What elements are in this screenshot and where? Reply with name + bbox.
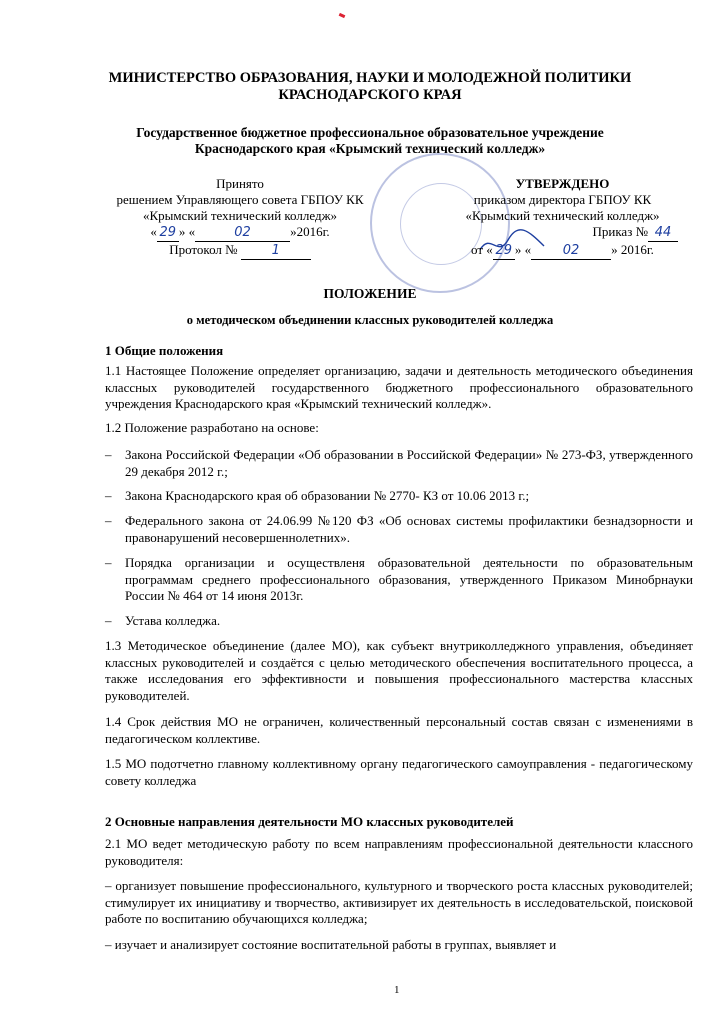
institution-line-1: Государственное бюджетное профессиональное образовательное учреждение	[136, 125, 604, 140]
doc-subtitle: о методическом объединении классных руководителей колледжа	[186, 313, 554, 327]
protocol-number: 1	[241, 243, 311, 260]
approved-year: » 2016г.	[611, 242, 654, 257]
approved-block	[425, 176, 700, 260]
order-line	[425, 224, 700, 242]
paragraph-1-1: 1.1 Настоящее Положение определяет организацию, задачи и деятельность методического объединения классных руководителей государственного бюджетного профессионального образовательного учреждения Краснодарского края «Крымский технический колледж».	[105, 363, 693, 411]
doc-title: ПОЛОЖЕНИЕ	[323, 286, 417, 301]
accepted-block	[100, 176, 380, 260]
order-label: Приказ №	[592, 224, 648, 239]
approved-title: УТВЕРЖДЕНО	[515, 176, 610, 191]
paragraph-1-5: 1.5 МО подотчетно главному коллективному органу педагогического самоуправления - педагогическому совету колледжа	[105, 756, 693, 788]
approved-line-2: «Крымский технический колледж»	[465, 208, 660, 223]
approved-date: от « 29 » « 02 » 2016г.	[471, 242, 654, 258]
accepted-line-2: «Крымский технический колледж»	[142, 208, 338, 223]
protocol-line	[100, 242, 380, 260]
accepted-month: 02	[195, 225, 290, 242]
section-1-title: 1 Общие положения	[105, 343, 224, 358]
paragraph-1-2: 1.2 Положение разработано на основе:	[105, 420, 319, 435]
paragraph-2-b: – изучает и анализирует состояние воспитательной работы в группах, выявляет и	[105, 937, 557, 952]
approved-from-label: от «	[471, 242, 493, 257]
approved-day: 29	[493, 243, 515, 260]
paragraph-1-3: 1.3 Методическое объединение (далее МО), как субъект внутриколледжного управления, объединяет классных руководителей и создаётся с целью методического обеспечения воспитательного процесса, а также исследования его эффективности и повышения профессионального мастерства классных руководителей.	[105, 638, 693, 703]
list-item: – Устава колледжа.	[105, 613, 221, 628]
ministry-line-1: МИНИСТЕРСТВО ОБРАЗОВАНИЯ, НАУКИ И МОЛОДЕЖНОЙ ПОЛИТИКИ	[108, 70, 632, 86]
order-number: 44	[648, 225, 678, 242]
list-item: – Закона Российской Федерации «Об образовании в Российской Федерации» № 273-ФЗ, утвержденного 29 декабря 2012 г.;	[105, 447, 693, 479]
institution-line-2: Краснодарского края «Крымский технический колледж»	[194, 141, 546, 156]
list-item: – Порядка организации и осуществленя образовательной деятельности по образовательным программам среднего профессионального образования, утвержденного Приказом Минобрнауки России № 464 от 14 июня 2013г.	[105, 555, 693, 603]
paragraph-2-a: – организует повышение профессионального, культурного и творческого роста классных руководителей; стимулирует их инициативу и творчество, активизирует их деятельность в исследовательской, поисковой работе по воспитанию обучающихся колледжа;	[105, 878, 693, 926]
accepted-day: 29	[157, 225, 179, 242]
section-2-title: 2 Основные направления деятельности МО классных руководителей	[105, 814, 514, 829]
accepted-year: 2016г.	[296, 224, 330, 239]
accepted-date: « 29 » « 02 »2016г.	[150, 224, 330, 240]
page-number: 1	[394, 984, 400, 996]
ministry-line-2: КРАСНОДАРСКОГО КРАЯ	[278, 87, 462, 103]
list-item: – Закона Краснодарского края об образовании № 2770- КЗ от 10.06 2013 г.;	[105, 488, 530, 503]
red-mark	[339, 13, 346, 18]
approved-line-1: приказом директора ГБПОУ КК	[473, 192, 652, 207]
accepted-line-1: решением Управляющего совета ГБПОУ КК	[116, 192, 364, 207]
paragraph-1-4: 1.4 Срок действия МО не ограничен, количественный персональный состав связан с изменениями в педагогическом коллективе.	[105, 714, 693, 746]
approved-month: 02	[531, 243, 611, 260]
paragraph-2-1: 2.1 МО ведет методическую работу по всем направлениям профессиональной деятельности классного руководителя:	[105, 836, 693, 868]
accepted-title: Принято	[216, 176, 264, 191]
list-item: – Федерального закона от 24.06.99 №120 ФЗ «Об основах системы профилактики безнадзорности и правонарушений несовершеннолетних».	[105, 513, 693, 545]
protocol-label: Протокол №	[169, 242, 238, 257]
